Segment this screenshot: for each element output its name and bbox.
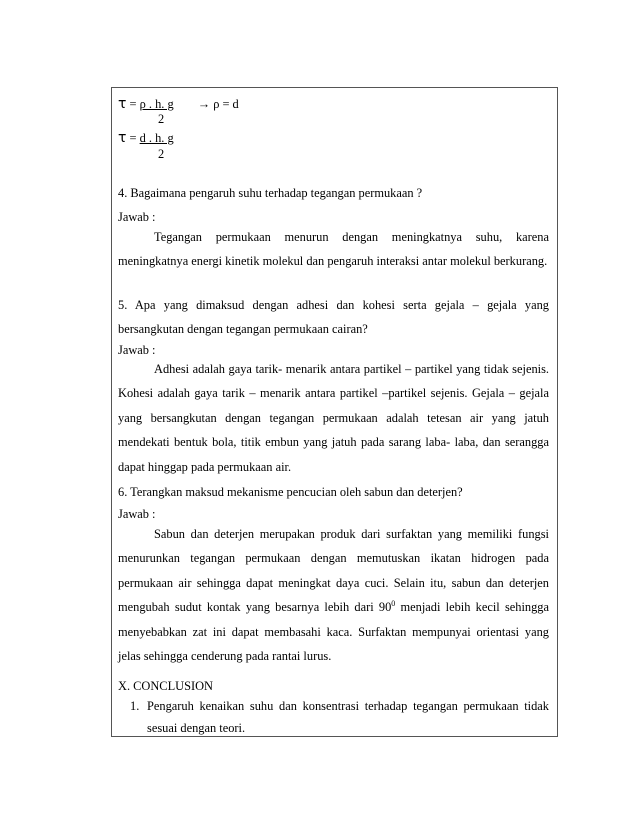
formula-1 bbox=[118, 96, 239, 112]
tau-symbol: τ bbox=[118, 130, 127, 146]
answer-4-text: Tegangan permukaan menurun dengan meningkatnya suhu, karena meningkatnya energi kinetik molekul dan pengaruh interaksi antar molekul berkurang. bbox=[118, 230, 549, 269]
conclusion-heading: X. CONCLUSION bbox=[118, 679, 213, 693]
answer-5 bbox=[118, 357, 549, 479]
formula-2 bbox=[118, 130, 174, 146]
answer-6-text-1: Sabun dan deterjen merupakan produk dari surfaktan yang memiliki fungsi menurunkan tegangan permukaan dengan memutuskan ikatan hidrogen pada permukaan air sehingga dapat meningkat daya cuci. Selain itu, sabun dan deterjen mengubah sudut kontak yang besarnya lebih dari 90 bbox=[118, 527, 549, 615]
degree-superscript: 0 bbox=[391, 599, 396, 609]
equals-sign: = bbox=[126, 97, 140, 111]
answer-label-6: Jawab : bbox=[118, 507, 156, 521]
answer-4 bbox=[118, 225, 549, 274]
conclusion-item-number: 1. bbox=[130, 699, 140, 713]
question-5: 5. Apa yang dimaksud dengan adhesi dan kohesi serta gejala – gejala yang bersangkutan dengan tegangan permukaan cairan? bbox=[118, 298, 549, 337]
formula-numerator: ρ . h. g bbox=[139, 97, 174, 111]
answer-6 bbox=[118, 522, 549, 668]
conclusion-item bbox=[130, 695, 549, 739]
formula-rhs: ρ = d bbox=[213, 97, 239, 111]
answer-label-5: Jawab : bbox=[118, 343, 156, 357]
formula-1-denominator: 2 bbox=[158, 112, 165, 126]
question-4: 4. Bagaimana pengaruh suhu terhadap tegangan permukaan ? bbox=[118, 186, 423, 200]
answer-5-text: Adhesi adalah gaya tarik- menarik antara partikel – partikel yang tidak sejenis. Kohesi adalah gaya tarik – menarik antara partikel –partikel sejenis. Gejala – gejala yang bersangkutan dengan tegangan permukaan adalah tetesan air yang jatuh mendekati bentuk bola, titik embun yang jatuh pada sarang laba- laba, dan serangga dapat hinggap pada permukaan air. bbox=[118, 362, 549, 474]
content-box bbox=[111, 87, 558, 737]
question-6: 6. Terangkan maksud mekanisme pencucian oleh sabun dan deterjen? bbox=[118, 485, 463, 499]
equals-sign: = bbox=[126, 131, 140, 145]
formula-numerator: d . h. g bbox=[139, 131, 174, 145]
arrow-symbol: → bbox=[197, 97, 211, 111]
formula-2-denominator: 2 bbox=[158, 147, 165, 161]
answer-label-4: Jawab : bbox=[118, 210, 156, 224]
tau-symbol: τ bbox=[118, 96, 127, 112]
conclusion-item-text: Pengaruh kenaikan suhu dan konsentrasi terhadap tegangan permukaan tidak sesuai dengan teori. bbox=[147, 699, 549, 735]
answer-6-text-2: menjadi lebih kecil sehingga menyebabkan zat ini dapat membasahi kaca. Surfaktan mempunyai orientasi yang jelas sehingga cenderung pada rantai lurus. bbox=[118, 600, 549, 664]
